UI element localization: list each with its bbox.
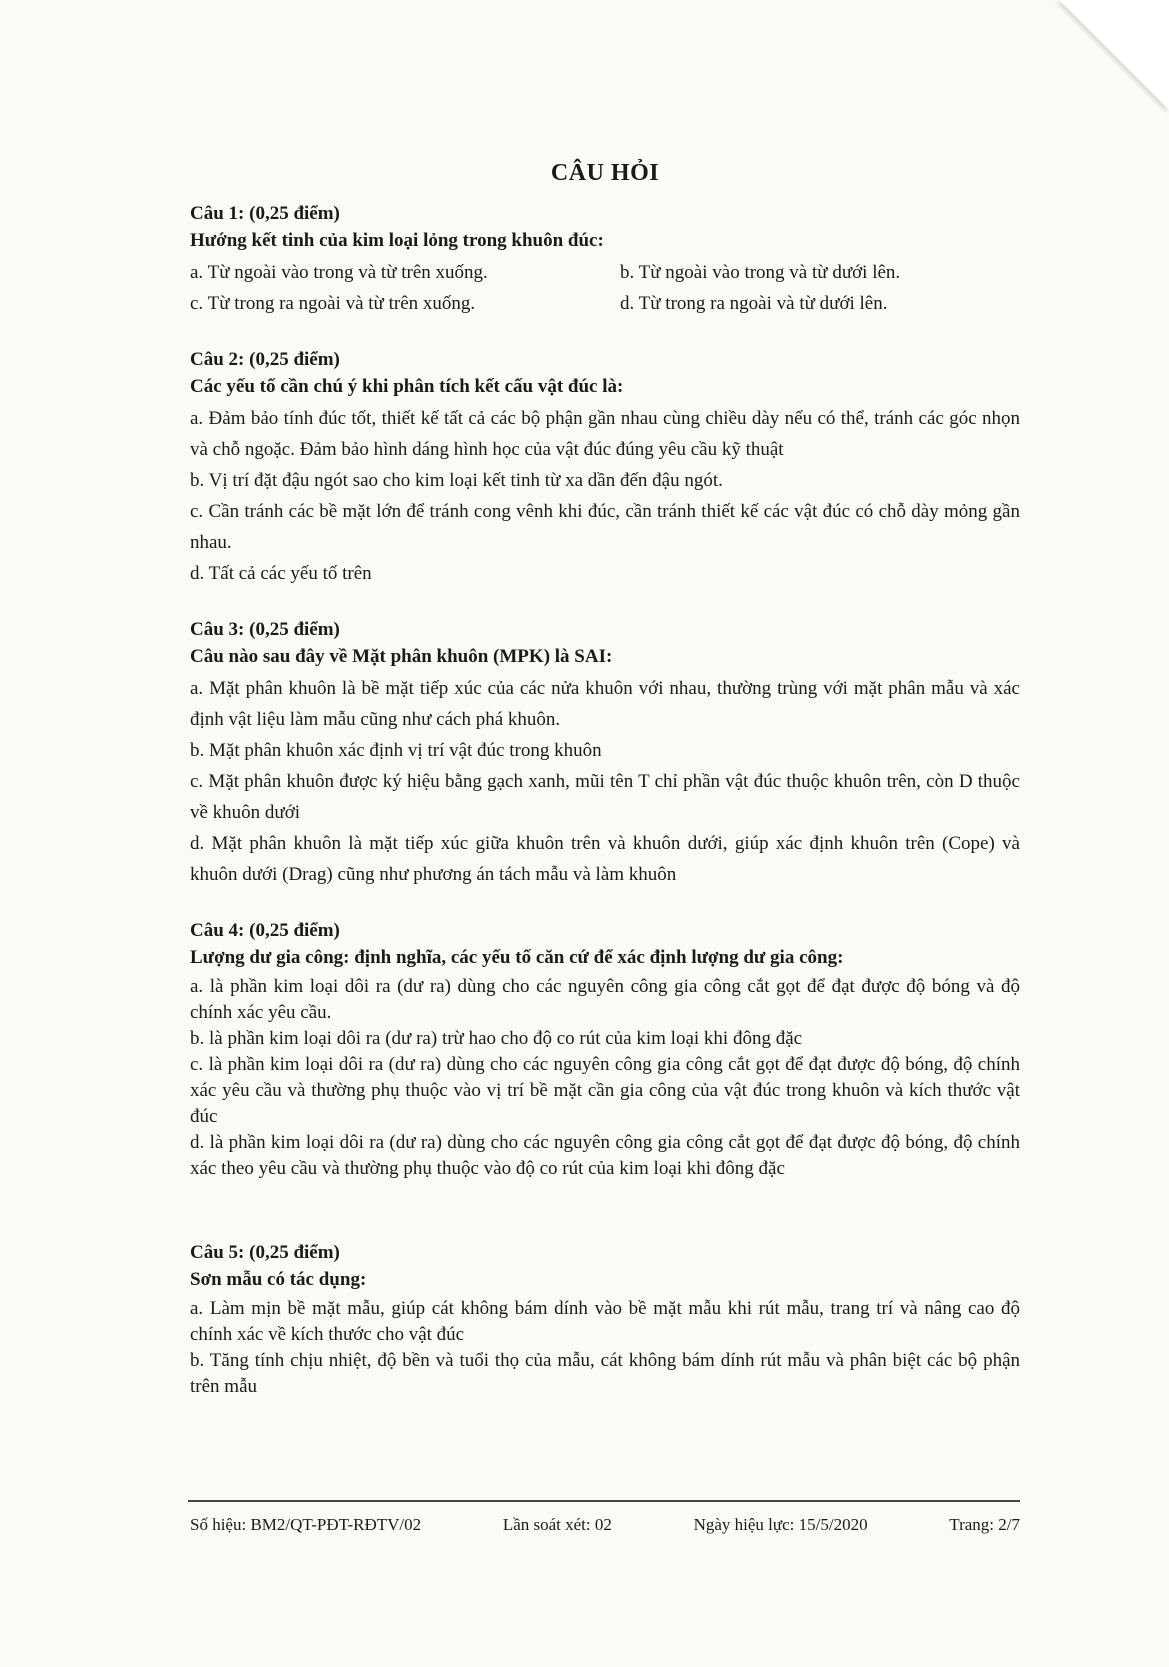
question-1-option-c: c. Từ trong ra ngoài và từ trên xuống. <box>190 293 476 314</box>
question-4-option-a: a. là phần kim loại dôi ra (dư ra) dùng cho các nguyên công gia công cắt gọt để đạt được độ bóng và độ chính xác yêu cầu. <box>190 976 1020 1023</box>
question-3-option-b: b. Mặt phân khuôn xác định vị trí vật đúc trong khuôn <box>190 740 602 761</box>
question-4-option-c: c. là phần kim loại dôi ra (dư ra) dùng cho các nguyên công gia công cắt gọt để đạt được độ bóng, độ chính xác yêu cầu và thường phụ thuộc vào vị trí bề mặt cần gia công của vật đúc trong khuôn và kích thước vật đúc <box>190 1054 1020 1127</box>
question-2 <box>190 347 1020 589</box>
question-4-option-d: d. là phần kim loại dôi ra (dư ra) dùng cho các nguyên công gia công cắt gọt để đạt được độ bóng, độ chính xác theo yêu cầu và thường phụ thuộc vào độ co rút của kim loại khi đông đặc <box>190 1132 1020 1179</box>
question-5-heading: Câu 5: (0,25 điểm) <box>190 1242 340 1263</box>
question-1-option-a: a. Từ ngoài vào trong và từ trên xuống. <box>190 262 488 283</box>
question-1-heading: Câu 1: (0,25 điểm) <box>190 203 340 224</box>
question-1-options <box>190 257 1020 319</box>
question-1-prompt: Hướng kết tinh của kim loại lỏng trong khuôn đúc: <box>190 230 604 251</box>
page-title: CÂU HỎI <box>550 160 660 186</box>
question-3-prompt: Câu nào sau đây về Mặt phân khuôn (MPK) là SAI: <box>190 646 613 667</box>
question-4-prompt: Lượng dư gia công: định nghĩa, các yếu tố căn cứ để xác định lượng dư gia công: <box>190 947 844 968</box>
question-2-option-b: b. Vị trí đặt đậu ngót sao cho kim loại kết tinh từ xa dần đến đậu ngót. <box>190 470 723 491</box>
footer-page-number: Trang: 2/7 <box>949 1515 1020 1534</box>
question-3 <box>190 617 1020 890</box>
question-5-prompt: Sơn mẫu có tác dụng: <box>190 1269 367 1290</box>
question-3-option-c: c. Mặt phân khuôn được ký hiệu bằng gạch xanh, mũi tên T chỉ phần vật đúc thuộc khuôn trên, còn D thuộc về khuôn dưới <box>190 771 1020 823</box>
spacer <box>190 1210 1020 1240</box>
question-3-option-a: a. Mặt phân khuôn là bề mặt tiếp xúc của các nửa khuôn với nhau, thường trùng với mặt phân mẫu và xác định vật liệu làm mẫu cũng như cách phá khuôn. <box>190 678 1020 730</box>
question-2-option-a: a. Đảm bảo tính đúc tốt, thiết kế tất cả các bộ phận gần nhau cùng chiều dày nếu có thể, tránh các góc nhọn và chỗ ngoặc. Đảm bảo hình dáng hình học của vật đúc đúng yêu cầu kỹ thuật <box>190 408 1020 460</box>
footer-divider <box>188 1500 1020 1502</box>
question-5-option-b: b. Tăng tính chịu nhiệt, độ bền và tuổi thọ của mẫu, cát không bám dính rút mẫu và phân biệt các bộ phận trên mẫu <box>190 1350 1020 1397</box>
question-2-heading: Câu 2: (0,25 điểm) <box>190 349 340 370</box>
question-1 <box>190 201 1020 319</box>
question-3-option-d: d. Mặt phân khuôn là mặt tiếp xúc giữa khuôn trên và khuôn dưới, giúp xác định khuôn trên (Cope) và khuôn dưới (Drag) cũng như phương án tách mẫu và làm khuôn <box>190 833 1020 885</box>
question-3-heading: Câu 3: (0,25 điểm) <box>190 619 340 640</box>
question-5-option-a: a. Làm mịn bề mặt mẫu, giúp cát không bám dính vào bề mặt mẫu khi rút mẫu, trang trí và nâng cao độ chính xác về kích thước cho vật đúc <box>190 1298 1020 1345</box>
question-4-option-b: b. là phần kim loại dôi ra (dư ra) trừ hao cho độ co rút của kim loại khi đông đặc <box>190 1028 803 1049</box>
question-1-option-d: d. Từ trong ra ngoài và từ dưới lên. <box>620 293 888 314</box>
question-1-option-b: b. Từ ngoài vào trong và từ dưới lên. <box>620 262 901 283</box>
footer-effective-date: Ngày hiệu lực: 15/5/2020 <box>693 1515 868 1534</box>
question-4-heading: Câu 4: (0,25 điểm) <box>190 920 340 941</box>
page-corner-fold <box>1059 0 1169 110</box>
question-2-prompt: Các yếu tố cần chú ý khi phân tích kết cấu vật đúc là: <box>190 376 624 397</box>
question-5 <box>190 1240 1020 1400</box>
question-2-option-d: d. Tất cả các yếu tố trên <box>190 563 372 584</box>
question-2-option-c: c. Cần tránh các bề mặt lớn để tránh cong vênh khi đúc, cần tránh thiết kế các vật đúc có chỗ dày mỏng gần nhau. <box>190 501 1020 553</box>
footer-document-number: Số hiệu: BM2/QT-PĐT-RĐTV/02 <box>190 1515 422 1534</box>
footer-revision: Lần soát xét: 02 <box>502 1515 612 1534</box>
document-page <box>190 160 1020 1428</box>
page-footer <box>190 1515 1020 1535</box>
question-4 <box>190 918 1020 1182</box>
